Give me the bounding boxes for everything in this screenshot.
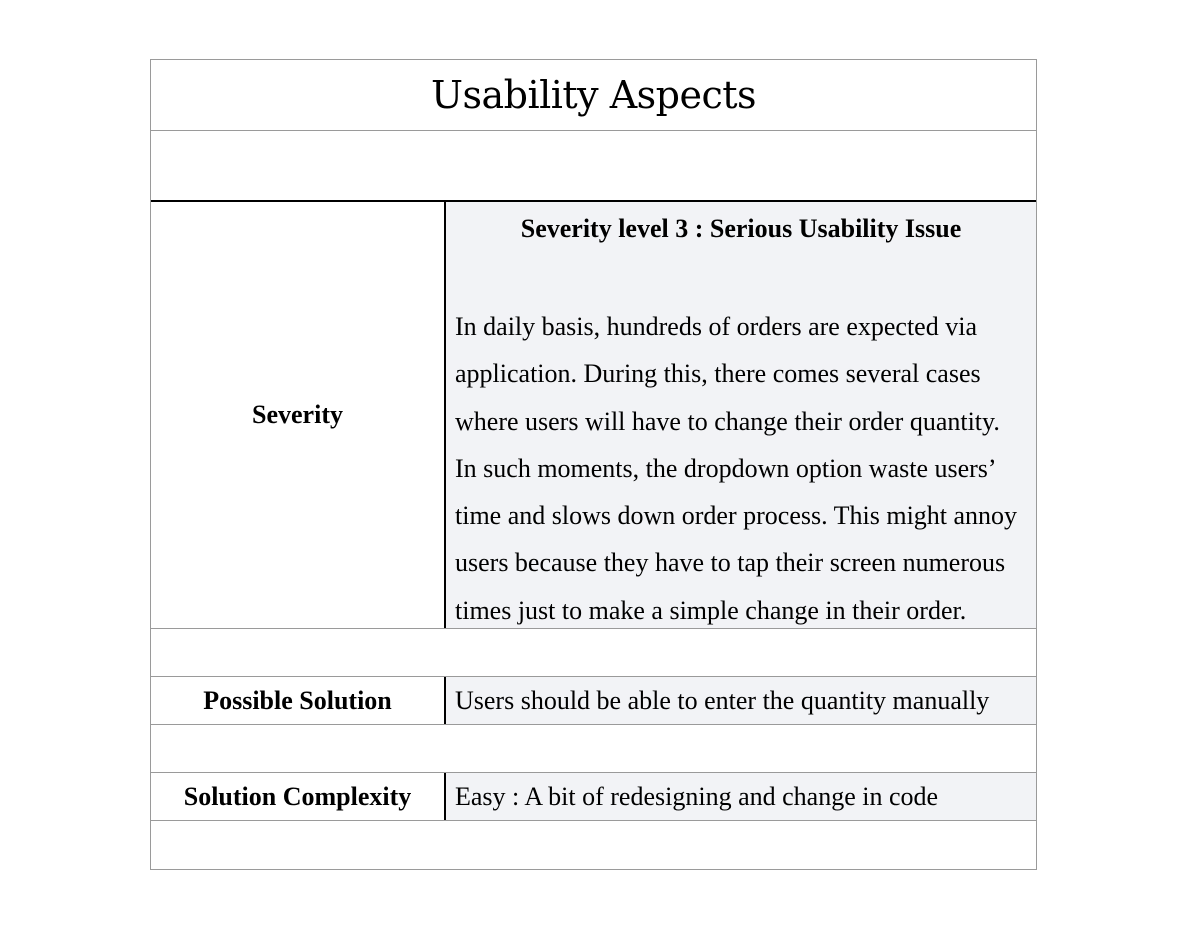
spacer-row bbox=[151, 821, 1036, 869]
title-row bbox=[151, 60, 1036, 131]
spacer-row bbox=[151, 629, 1036, 677]
severity-label: Severity bbox=[151, 202, 446, 628]
usability-table bbox=[150, 59, 1037, 870]
solution-complexity-label: Solution Complexity bbox=[151, 773, 446, 820]
possible-solution-label: Possible Solution bbox=[151, 677, 446, 724]
spacer-row bbox=[151, 725, 1036, 773]
severity-value bbox=[446, 202, 1036, 628]
severity-heading: Severity level 3 : Serious Usability Issue bbox=[520, 214, 962, 243]
solution-complexity-row bbox=[151, 773, 1036, 821]
possible-solution-row bbox=[151, 677, 1036, 725]
spacer-row bbox=[151, 131, 1036, 202]
severity-row bbox=[151, 202, 1036, 629]
table-title: Usability Aspects bbox=[430, 73, 757, 117]
solution-complexity-value: Easy : A bit of redesigning and change in code bbox=[446, 773, 1036, 820]
severity-description: In daily basis, hundreds of orders are expected via application. During this, there comes several cases where users will have to change their order quantity. In such moments, the dropdown option waste users’ time and slows down order process. This might annoy users because they have to tap their screen numerous times just to make a simple change in their order. bbox=[455, 312, 1018, 625]
possible-solution-value: Users should be able to enter the quantity manually bbox=[446, 677, 1036, 724]
